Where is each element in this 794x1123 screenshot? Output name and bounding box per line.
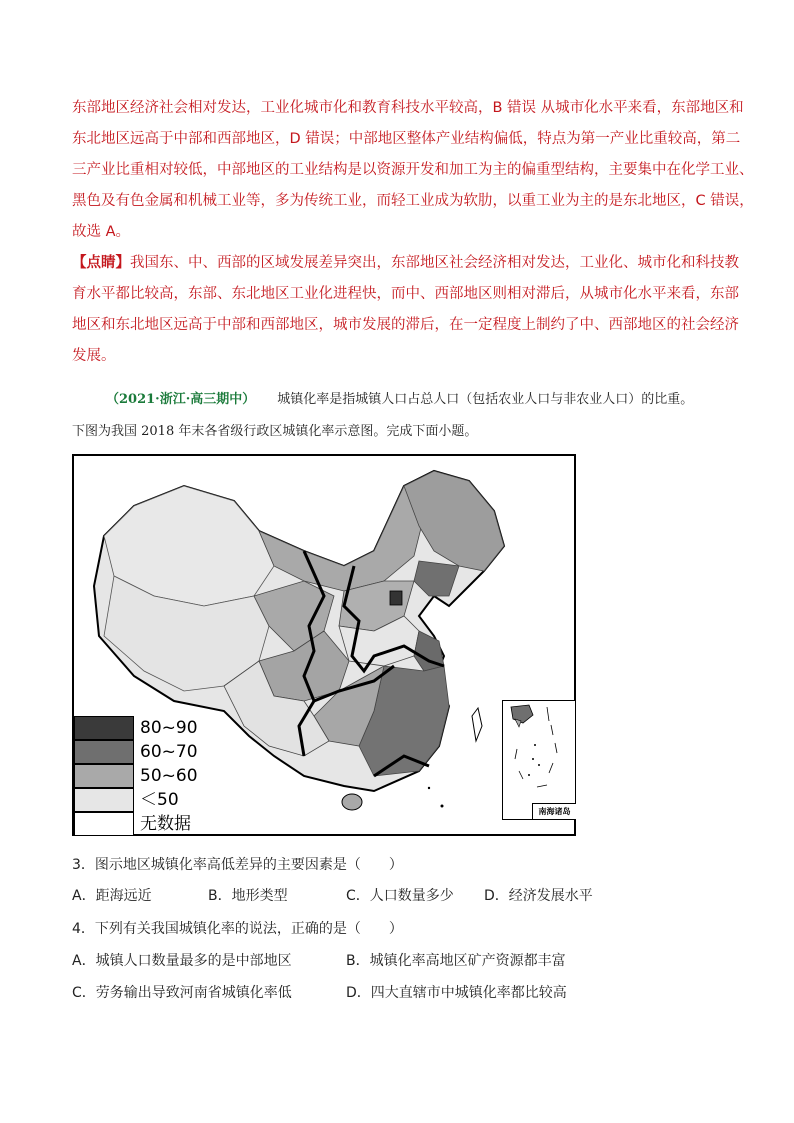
comment-line: 育水平都比较高，东部、东北地区工业化进程快，而中、西部地区则相对滞后，从城市化水平来看，东部 — [72, 286, 739, 302]
answer-line: 黑色及有色金属和机械工业等，多为传统工业，而轻工业成为软肋，以重工业为主的是东北地区，C 错误， — [72, 193, 754, 209]
comment-line — [72, 253, 739, 273]
inset-map-graphic — [503, 701, 575, 805]
legend-item — [74, 788, 234, 812]
inset-label: 南海诸岛 — [532, 803, 576, 819]
legend-swatch — [74, 764, 134, 788]
answer-line: 东部地区经济社会相对发达，工业化城市化和教育科技水平较高，B 错误 从城市化水平来看，东部地区和 — [72, 100, 744, 116]
question-4-option-a[interactable]: A．城镇人口数量最多的是中部地区 — [72, 953, 292, 969]
legend-swatch — [74, 740, 134, 764]
legend-swatch — [74, 788, 134, 812]
comment-line: 发展。 — [72, 348, 116, 364]
question-source: （2021·浙江·高三期中） — [106, 392, 256, 407]
comment-line: 地区和东北地区远高于中部和西部地区，城市发展的滞后，在一定程度上制约了中、西部地区的社会经济 — [72, 317, 739, 333]
question-intro — [72, 388, 752, 407]
legend-label: 60~70 — [140, 742, 198, 762]
legend-swatch — [74, 812, 134, 836]
answer-line: 东北地区远高于中部和西部地区，D 错误；中部地区整体产业结构偏低，特点为第一产业比重较高，第二 — [72, 131, 741, 147]
intro-line-2: 下图为我国 2018 年末各省级行政区城镇化率示意图。完成下面小题。 — [72, 424, 478, 439]
question-3-option-d[interactable]: D．经济发展水平 — [484, 888, 593, 904]
legend-item — [74, 764, 234, 788]
answer-line: 三产业比重相对较低，中部地区的工业结构是以资源开发和加工为主的偏重型结构，主要集中在化学工业、 — [72, 162, 754, 178]
question-4-option-b[interactable]: B．城镇化率高地区矿产资源都丰富 — [346, 953, 566, 969]
map-legend — [74, 716, 234, 836]
question-4-option-d[interactable]: D．四大直辖市中城镇化率都比较高 — [346, 985, 567, 1001]
comment-tag: 【点睛】 — [72, 255, 130, 271]
question-4-option-c[interactable]: C．劳务输出导致河南省城镇化率低 — [72, 985, 292, 1001]
legend-label: 50~60 — [140, 766, 198, 786]
legend-item — [74, 716, 234, 740]
urbanization-map — [72, 454, 576, 836]
question-3-stem: 3．图示地区城镇化率高低差异的主要因素是（ ） — [72, 857, 403, 873]
intro-line-1: 城镇化率是指城镇人口占总人口（包括农业人口与非农业人口）的比重。 — [277, 392, 694, 407]
question-3-option-a[interactable]: A．距海远近 — [72, 888, 152, 904]
question-3-option-c[interactable]: C．人口数量多少 — [346, 888, 454, 904]
question-3-option-b[interactable]: B．地形类型 — [208, 888, 288, 904]
answer-line: 故选 A。 — [72, 224, 131, 240]
legend-item — [74, 740, 234, 764]
legend-label: 无数据 — [140, 814, 191, 834]
south-china-sea-inset — [502, 700, 576, 820]
comment-text: 我国东、中、西部的区域发展差异突出，东部地区社会经济相对发达，工业化、城市化和科技教 — [130, 255, 739, 271]
legend-label: ＜50 — [140, 790, 179, 810]
question-4-stem: 4．下列有关我国城镇化率的说法，正确的是（ ） — [72, 921, 403, 937]
legend-item — [74, 812, 234, 836]
legend-label: 80~90 — [140, 718, 198, 738]
legend-swatch — [74, 716, 134, 740]
